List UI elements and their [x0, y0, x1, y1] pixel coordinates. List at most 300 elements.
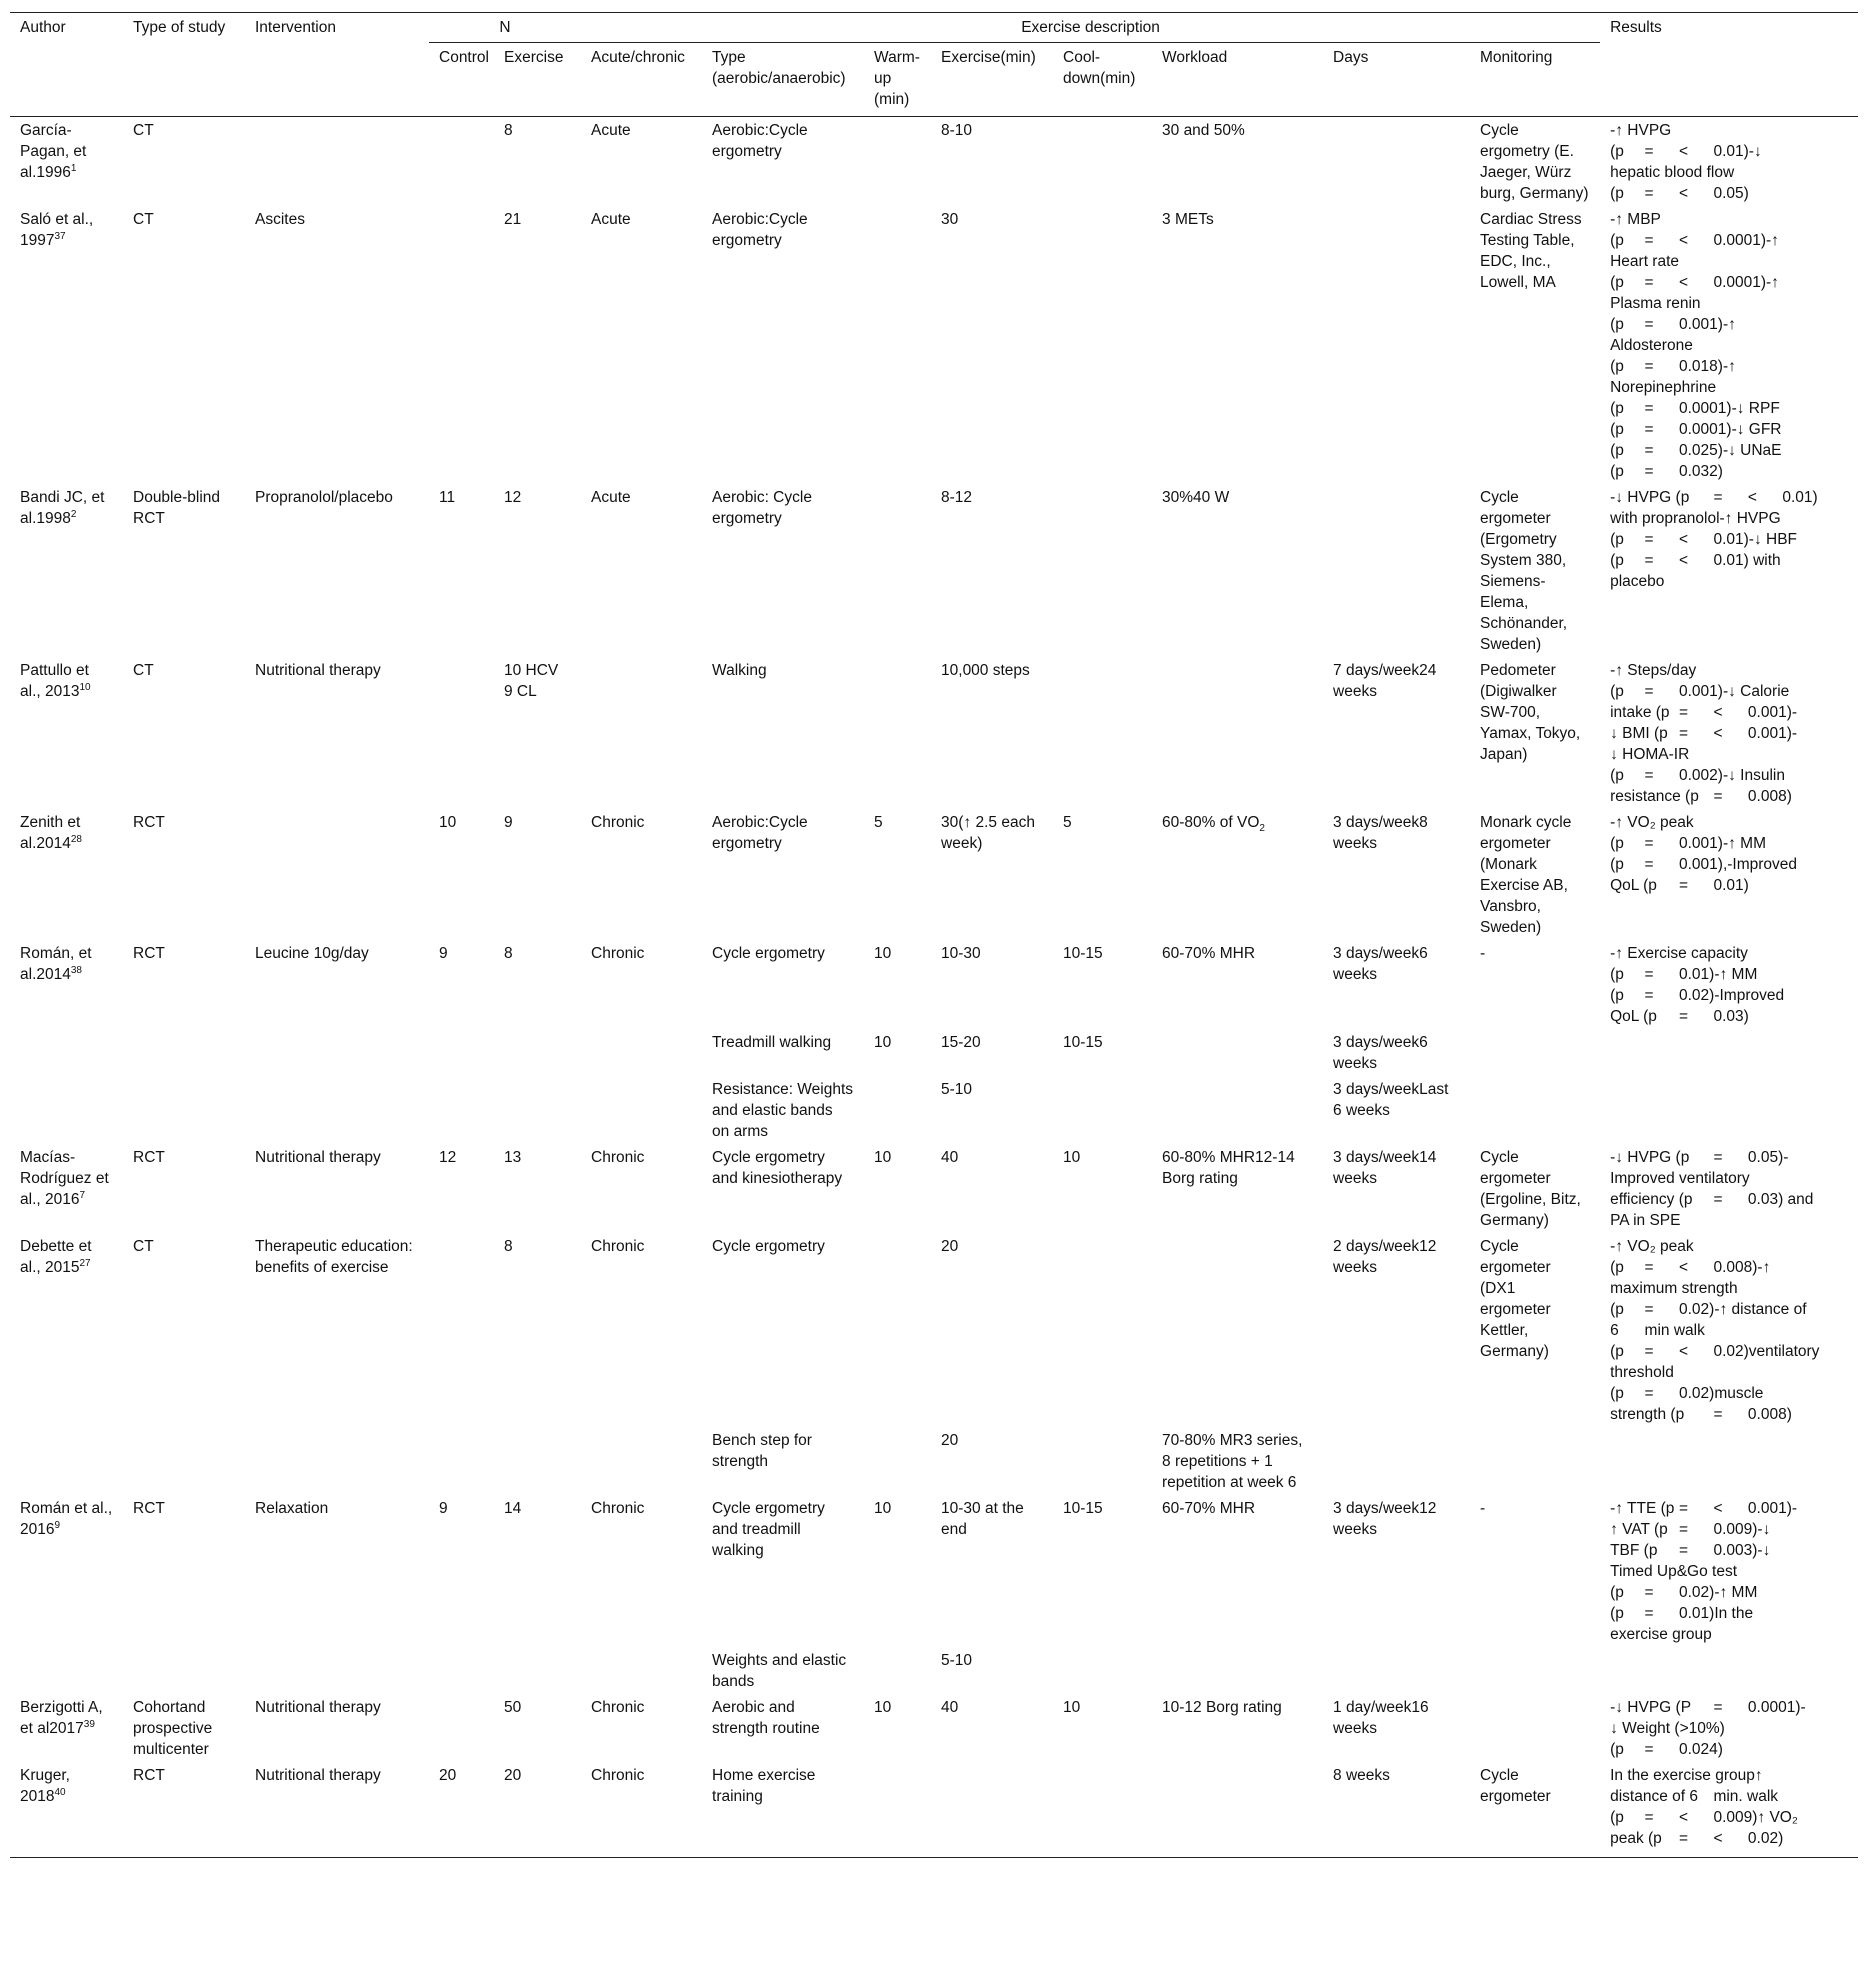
result-line: strength (p = 0.008) — [1610, 1406, 1792, 1423]
cell-days — [1323, 1427, 1470, 1495]
cell-workload — [1152, 1647, 1323, 1694]
cell-monitoring — [1470, 1694, 1600, 1762]
type-text: Cycle ergometry — [712, 1238, 825, 1255]
cell-workload — [1152, 1427, 1323, 1495]
exercise-min-text: 10,000 steps — [941, 662, 1030, 679]
table-row — [10, 1076, 1858, 1144]
monitoring-text: Cycle ergometer — [1480, 1767, 1551, 1805]
exercise-min-text: 5-10 — [941, 1652, 973, 1669]
cell-control — [429, 206, 494, 484]
result-line: -↓ HVPG (P = 0.0001)- — [1610, 1699, 1806, 1716]
cell-exercise — [494, 1427, 581, 1495]
cell-control — [429, 1762, 494, 1858]
cell-intervention — [245, 1495, 429, 1647]
result-line: (p = < 0.0001)-↑ — [1610, 232, 1779, 249]
result-line: -↑ VO₂ peak — [1610, 814, 1694, 831]
workload-text: 30 and 50% — [1162, 122, 1245, 139]
cell-exercise-min — [931, 117, 1053, 207]
cell-results — [1600, 1029, 1858, 1076]
cell-type-of-study — [123, 1647, 245, 1694]
table-row — [10, 1427, 1858, 1495]
intervention-text: Relaxation — [255, 1500, 329, 1517]
header-warm-up: Warm-up (min) — [874, 49, 920, 108]
cell-acute-chronic — [581, 1233, 702, 1427]
cell-intervention — [245, 1029, 429, 1076]
cell-exercise-min — [931, 1495, 1053, 1647]
cell-author — [10, 1076, 123, 1144]
cell-exercise-min — [931, 940, 1053, 1029]
exercise-text: 14 — [504, 1500, 522, 1517]
cell-monitoring — [1470, 1495, 1600, 1647]
workload-text: 70-80% MR3 series, 8 repetitions + 1 repetition at week 6 — [1162, 1432, 1303, 1491]
type-of-study-text: Cohortand prospective multicenter — [133, 1699, 213, 1758]
type-of-study-text: RCT — [133, 945, 165, 962]
cell-intervention — [245, 1427, 429, 1495]
exercise-text: 8 — [504, 1238, 513, 1255]
cell-control — [429, 1647, 494, 1694]
cell-type-of-study — [123, 1029, 245, 1076]
cell-type-of-study — [123, 484, 245, 657]
cell-workload — [1152, 1144, 1323, 1233]
author-text: Zenith et al.2014 — [20, 814, 81, 852]
cell-monitoring — [1470, 1076, 1600, 1144]
type-text: Cycle ergometry and treadmill walking — [712, 1500, 825, 1559]
cell-results — [1600, 484, 1858, 657]
acute-chronic-text: Chronic — [591, 1699, 645, 1716]
cell-workload — [1152, 1076, 1323, 1144]
cell-type-of-study — [123, 117, 245, 207]
result-line: maximum strength — [1610, 1280, 1738, 1297]
cell-exercise-min — [931, 1144, 1053, 1233]
warm-up-text: 10 — [874, 1699, 892, 1716]
control-text: 12 — [439, 1149, 457, 1166]
exercise-text: 12 — [504, 489, 522, 506]
cell-exercise — [494, 117, 581, 207]
exercise-min-text: 30 — [941, 211, 959, 228]
result-line: peak (p = < 0.02) — [1610, 1830, 1784, 1847]
result-line: -↓ HVPG (p = < 0.01) — [1610, 489, 1818, 506]
monitoring-text: Cycle ergometer (DX1 ergometer Kettler, Germany) — [1480, 1238, 1551, 1360]
cell-author — [10, 1029, 123, 1076]
result-line: threshold — [1610, 1364, 1674, 1381]
cell-exercise-min — [931, 1427, 1053, 1495]
cell-results — [1600, 1144, 1858, 1233]
cell-workload — [1152, 1694, 1323, 1762]
cell-type — [702, 1647, 864, 1694]
result-line: distance of 6 min. walk — [1610, 1788, 1779, 1805]
cell-acute-chronic — [581, 1762, 702, 1858]
header-days: Days — [1333, 49, 1369, 66]
cell-intervention — [245, 117, 429, 207]
cell-cool-down — [1053, 1694, 1152, 1762]
cell-warm-up — [864, 1029, 931, 1076]
cell-monitoring — [1470, 809, 1600, 940]
cell-days — [1323, 206, 1470, 484]
result-line: (p = < 0.008)-↑ — [1610, 1259, 1771, 1276]
cell-monitoring — [1470, 206, 1600, 484]
days-text: 3 days/week14 weeks — [1333, 1149, 1437, 1187]
author-text: Román, et al.2014 — [20, 945, 92, 983]
cell-results — [1600, 1233, 1858, 1427]
author-reference: 28 — [70, 833, 82, 845]
result-line: (p = 0.0001)-↓ RPF — [1610, 400, 1780, 417]
cell-type — [702, 1694, 864, 1762]
cell-cool-down — [1053, 1029, 1152, 1076]
result-line: (p = 0.02)-Improved — [1610, 987, 1785, 1004]
exercise-min-text: 15-20 — [941, 1034, 981, 1051]
cell-monitoring — [1470, 1144, 1600, 1233]
result-line: exercise group — [1610, 1626, 1712, 1643]
cell-cool-down — [1053, 484, 1152, 657]
table-row — [10, 1233, 1858, 1427]
acute-chronic-text: Chronic — [591, 945, 645, 962]
result-line: Plasma renin — [1610, 295, 1701, 312]
cell-control — [429, 1233, 494, 1427]
exercise-text: 20 — [504, 1767, 522, 1784]
result-line: -↑ MBP — [1610, 211, 1661, 228]
exercise-text: 21 — [504, 211, 522, 228]
cell-workload — [1152, 1029, 1323, 1076]
cell-warm-up — [864, 1233, 931, 1427]
result-line: resistance (p = 0.008) — [1610, 788, 1792, 805]
cell-days — [1323, 1233, 1470, 1427]
result-line: (p = < 0.0001)-↑ — [1610, 274, 1779, 291]
table-row — [10, 809, 1858, 940]
table-row — [10, 117, 1858, 207]
acute-chronic-text: Chronic — [591, 1149, 645, 1166]
cell-control — [429, 940, 494, 1029]
monitoring-text: - — [1480, 945, 1486, 962]
result-line: (p = < 0.05) — [1610, 185, 1749, 202]
cell-monitoring — [1470, 657, 1600, 809]
cell-workload — [1152, 809, 1323, 940]
cell-intervention — [245, 206, 429, 484]
cell-workload — [1152, 940, 1323, 1029]
days-text: 3 days/week8 weeks — [1333, 814, 1428, 852]
cell-type-of-study — [123, 1762, 245, 1858]
result-line: (p = < 0.01)-↓ — [1610, 143, 1762, 160]
cool-down-text: 10-15 — [1063, 1034, 1103, 1051]
author-reference: 37 — [54, 230, 66, 242]
table-row — [10, 1495, 1858, 1647]
exercise-text: 13 — [504, 1149, 522, 1166]
cell-exercise-min — [931, 1076, 1053, 1144]
author-reference: 39 — [83, 1718, 95, 1730]
cell-results — [1600, 1076, 1858, 1144]
type-text: Home exercise training — [712, 1767, 816, 1805]
cell-results — [1600, 1694, 1858, 1762]
type-text: Resistance: Weights and elastic bands on arms — [712, 1081, 854, 1140]
warm-up-text: 10 — [874, 1149, 892, 1166]
cell-warm-up — [864, 940, 931, 1029]
workload-text: 60-80% of VO — [1162, 814, 1260, 831]
days-text: 3 days/week6 weeks — [1333, 945, 1428, 983]
result-line: 6 min walk — [1610, 1322, 1705, 1339]
result-line: (p = 0.01)-↑ MM — [1610, 966, 1758, 983]
cell-author — [10, 484, 123, 657]
intervention-text: Ascites — [255, 211, 305, 228]
author-reference: 9 — [54, 1519, 61, 1531]
cell-type-of-study — [123, 940, 245, 1029]
result-line: -↑ TTE (p = < 0.001)- — [1610, 1500, 1798, 1517]
type-text: Bench step for strength — [712, 1432, 812, 1470]
cell-warm-up — [864, 117, 931, 207]
exercise-min-text: 10-30 — [941, 945, 981, 962]
type-text: Aerobic: Cycle ergometry — [712, 489, 812, 527]
table-row — [10, 657, 1858, 809]
cell-cool-down — [1053, 1495, 1152, 1647]
cell-exercise-min — [931, 809, 1053, 940]
header-control: Control — [439, 49, 489, 66]
cell-type-of-study — [123, 1076, 245, 1144]
result-line: (p = 0.001)-↑ MM — [1610, 835, 1766, 852]
days-text: 1 day/week16 weeks — [1333, 1699, 1429, 1737]
type-text: Cycle ergometry — [712, 945, 825, 962]
result-line: Heart rate — [1610, 253, 1680, 270]
intervention-text: Propranolol/placebo — [255, 489, 393, 506]
cell-author — [10, 117, 123, 207]
type-of-study-text: CT — [133, 211, 154, 228]
cell-warm-up — [864, 1647, 931, 1694]
cell-results — [1600, 117, 1858, 207]
result-line: (p = 0.02)muscle — [1610, 1385, 1764, 1402]
cell-type-of-study — [123, 1144, 245, 1233]
cell-monitoring — [1470, 1427, 1600, 1495]
cell-type-of-study — [123, 809, 245, 940]
cell-days — [1323, 1694, 1470, 1762]
cell-control — [429, 1694, 494, 1762]
warm-up-text: 10 — [874, 1034, 892, 1051]
cell-warm-up — [864, 206, 931, 484]
header-monitoring: Monitoring — [1480, 49, 1553, 66]
cell-type-of-study — [123, 1427, 245, 1495]
cell-intervention — [245, 1762, 429, 1858]
cell-cool-down — [1053, 1233, 1152, 1427]
cell-results — [1600, 1647, 1858, 1694]
cell-author — [10, 1427, 123, 1495]
cell-type-of-study — [123, 1694, 245, 1762]
monitoring-text: Cycle ergometer (Ergoline, Bitz, Germany) — [1480, 1149, 1581, 1229]
result-line: -↓ HVPG (p = 0.05)- — [1610, 1149, 1789, 1166]
cell-cool-down — [1053, 1076, 1152, 1144]
workload-text: 60-70% MHR — [1162, 945, 1256, 962]
cell-exercise — [494, 1233, 581, 1427]
exercise-min-text: 8-10 — [941, 122, 973, 139]
type-of-study-text: CT — [133, 1238, 154, 1255]
cell-cool-down — [1053, 1144, 1152, 1233]
cell-acute-chronic — [581, 809, 702, 940]
result-line: (p = < 0.02)ventilatory — [1610, 1343, 1820, 1360]
cell-acute-chronic — [581, 1495, 702, 1647]
cell-days — [1323, 657, 1470, 809]
result-line: placebo — [1610, 573, 1665, 590]
monitoring-text: Cycle ergometer (Ergometry System 380, Siemens-Elema, Schönander, Sweden) — [1480, 489, 1568, 653]
cell-days — [1323, 117, 1470, 207]
days-text: 8 weeks — [1333, 1767, 1390, 1784]
cell-days — [1323, 1076, 1470, 1144]
cell-intervention — [245, 940, 429, 1029]
cell-author — [10, 1233, 123, 1427]
type-of-study-text: RCT — [133, 1149, 165, 1166]
exercise-text: 8 — [504, 945, 513, 962]
result-line: (p = 0.02)-↑ distance of — [1610, 1301, 1807, 1318]
cell-type — [702, 117, 864, 207]
result-line: -↑ Steps/day — [1610, 662, 1697, 679]
type-of-study-text: RCT — [133, 814, 165, 831]
intervention-text: Therapeutic education: benefits of exercise — [255, 1238, 413, 1276]
cell-exercise-min — [931, 1762, 1053, 1858]
author-text: Debette et al., 2015 — [20, 1238, 92, 1276]
result-line: (p = 0.024) — [1610, 1741, 1723, 1758]
exercise-text: 9 — [504, 814, 513, 831]
cell-exercise — [494, 657, 581, 809]
result-line: ↑ VAT (p = 0.009)-↓ — [1610, 1521, 1771, 1538]
cell-results — [1600, 1495, 1858, 1647]
days-text: 3 days/week12 weeks — [1333, 1500, 1437, 1538]
cell-days — [1323, 1029, 1470, 1076]
cell-exercise — [494, 1495, 581, 1647]
cell-type — [702, 809, 864, 940]
cell-exercise-min — [931, 1694, 1053, 1762]
result-line: intake (p = < 0.001)- — [1610, 704, 1798, 721]
author-reference: 7 — [79, 1189, 86, 1201]
result-line: efficiency (p = 0.03) and — [1610, 1191, 1814, 1208]
exercise-text: 50 — [504, 1699, 522, 1716]
cell-exercise — [494, 484, 581, 657]
exercise-min-text: 20 — [941, 1432, 959, 1449]
result-line: (p = 0.032) — [1610, 463, 1723, 480]
author-reference: 40 — [54, 1786, 66, 1798]
result-line: In the exercise group↑ — [1610, 1767, 1763, 1784]
type-text: Cycle ergometry and kinesiotherapy — [712, 1149, 843, 1187]
days-text: 3 days/week6 weeks — [1333, 1034, 1428, 1072]
cell-warm-up — [864, 484, 931, 657]
cell-cool-down — [1053, 206, 1152, 484]
days-text: 7 days/week24 weeks — [1333, 662, 1437, 700]
author-text: Kruger, 2018 — [20, 1767, 70, 1805]
cell-type — [702, 1495, 864, 1647]
cell-monitoring — [1470, 1762, 1600, 1858]
cell-type — [702, 484, 864, 657]
cell-acute-chronic — [581, 1694, 702, 1762]
cell-intervention — [245, 1647, 429, 1694]
cell-results — [1600, 940, 1858, 1029]
author-reference: 38 — [70, 964, 82, 976]
author-text: Macías-Rodríguez et al., 2016 — [20, 1149, 109, 1208]
cell-exercise — [494, 1647, 581, 1694]
cell-monitoring — [1470, 1233, 1600, 1427]
cell-results — [1600, 1762, 1858, 1858]
header-results: Results — [1600, 13, 1858, 117]
workload-subscript: 2 — [1259, 823, 1265, 835]
cell-cool-down — [1053, 1647, 1152, 1694]
cell-days — [1323, 1762, 1470, 1858]
result-line: -↑ VO₂ peak — [1610, 1238, 1694, 1255]
cell-cool-down — [1053, 809, 1152, 940]
cell-days — [1323, 1647, 1470, 1694]
cell-type-of-study — [123, 1495, 245, 1647]
exercise-min-text: 40 — [941, 1699, 959, 1716]
result-line: (p = 0.02)-↑ MM — [1610, 1584, 1758, 1601]
cell-exercise — [494, 1144, 581, 1233]
cool-down-text: 10-15 — [1063, 1500, 1103, 1517]
table-body — [10, 117, 1858, 1858]
cell-control — [429, 809, 494, 940]
result-line: hepatic blood flow — [1610, 164, 1735, 181]
exercise-min-text: 10-30 at the end — [941, 1500, 1024, 1538]
cell-type-of-study — [123, 1233, 245, 1427]
type-of-study-text: RCT — [133, 1500, 165, 1517]
exercise-min-text: 5-10 — [941, 1081, 973, 1098]
acute-chronic-text: Chronic — [591, 814, 645, 831]
header-exercise: Exercise — [504, 49, 564, 66]
cell-control — [429, 1427, 494, 1495]
result-line: ↓ BMI (p = < 0.001)- — [1610, 725, 1798, 742]
table-row — [10, 206, 1858, 484]
days-text: 3 days/weekLast 6 weeks — [1333, 1081, 1449, 1119]
cell-workload — [1152, 657, 1323, 809]
cell-control — [429, 1029, 494, 1076]
cell-type — [702, 1762, 864, 1858]
workload-text: 3 METs — [1162, 211, 1214, 228]
header-n: N — [429, 13, 581, 43]
monitoring-text: - — [1480, 1500, 1486, 1517]
acute-chronic-text: Acute — [591, 489, 631, 506]
cell-days — [1323, 809, 1470, 940]
cell-author — [10, 1762, 123, 1858]
result-line: (p = 0.01)In the — [1610, 1605, 1754, 1622]
cell-workload — [1152, 484, 1323, 657]
cell-monitoring — [1470, 940, 1600, 1029]
cell-intervention — [245, 1144, 429, 1233]
cell-exercise — [494, 206, 581, 484]
header-workload: Workload — [1162, 49, 1228, 66]
result-line: (p = 0.001),-Improved — [1610, 856, 1798, 873]
cell-intervention — [245, 1233, 429, 1427]
cell-warm-up — [864, 1144, 931, 1233]
cell-author — [10, 657, 123, 809]
cell-acute-chronic — [581, 1076, 702, 1144]
cell-workload — [1152, 206, 1323, 484]
table-row — [10, 1029, 1858, 1076]
type-of-study-text: RCT — [133, 1767, 165, 1784]
type-of-study-text: Double-blind RCT — [133, 489, 221, 527]
cell-control — [429, 1495, 494, 1647]
type-text: Aerobic:Cycle ergometry — [712, 122, 808, 160]
result-line: (p = 0.002)-↓ Insulin — [1610, 767, 1785, 784]
table-row — [10, 1694, 1858, 1762]
cell-exercise-min — [931, 206, 1053, 484]
cell-type-of-study — [123, 657, 245, 809]
cell-days — [1323, 1144, 1470, 1233]
header-intervention: Intervention — [245, 13, 429, 117]
table-row — [10, 1144, 1858, 1233]
cell-acute-chronic — [581, 1647, 702, 1694]
cell-acute-chronic — [581, 1029, 702, 1076]
cell-cool-down — [1053, 1427, 1152, 1495]
cell-monitoring — [1470, 1647, 1600, 1694]
result-line: (p = < 0.01)-↓ HBF — [1610, 531, 1798, 548]
control-text: 9 — [439, 945, 448, 962]
table-row — [10, 1762, 1858, 1858]
cell-exercise — [494, 1029, 581, 1076]
type-text: Walking — [712, 662, 767, 679]
result-line: -↑ HVPG — [1610, 122, 1672, 139]
cell-days — [1323, 1495, 1470, 1647]
result-line: QoL (p = 0.03) — [1610, 1008, 1749, 1025]
cell-intervention — [245, 657, 429, 809]
header-row-1 — [10, 13, 1858, 43]
